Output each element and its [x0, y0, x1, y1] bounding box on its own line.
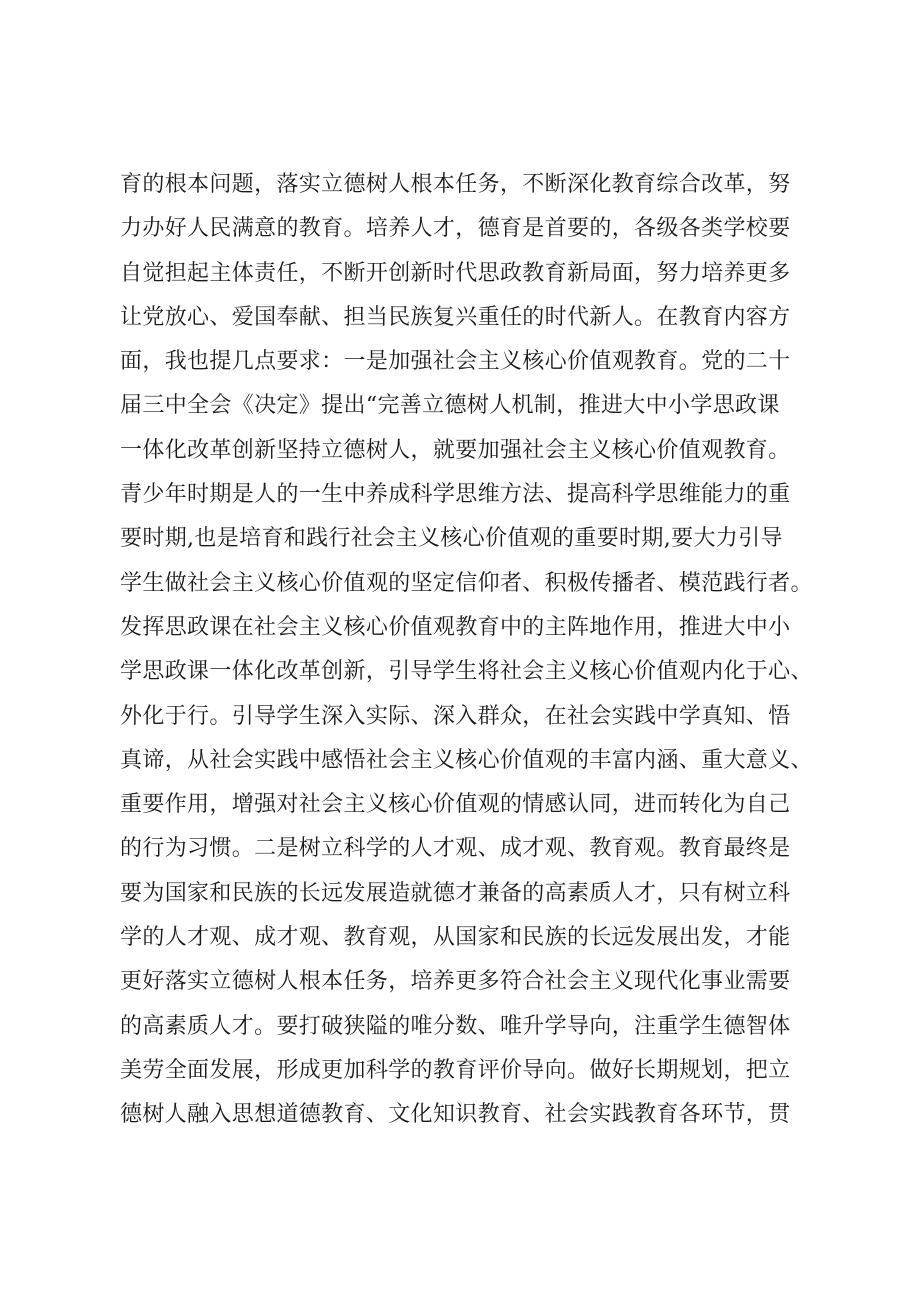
- text-line: 学思政课一体化改革创新，引导学生将社会主义核心价值观内化于心、: [120, 659, 813, 685]
- text-line: 重要作用，增强对社会主义核心价值观的情感认同，进而转化为自己: [120, 792, 791, 818]
- text-line: 一体化改革创新坚持立德树人，就要加强社会主义核心价值观教育。: [120, 437, 791, 463]
- text-line: 要时期,也是培育和践行社会主义核心价值观的重要时期,要大力引导: [120, 526, 783, 552]
- text-line: 学生做社会主义核心价值观的坚定信仰者、积极传播者、模范践行者。: [120, 570, 813, 596]
- text-line: 真谛，从社会实践中感悟社会主义核心价值观的丰富内涵、重大意义、: [120, 747, 813, 773]
- text-line: 更好落实立德树人根本任务，培养更多符合社会主义现代化事业需要: [120, 969, 791, 995]
- text-line: 的行为习惯。二是树立科学的人才观、成才观、教育观。教育最终是: [120, 836, 791, 862]
- text-line: 青少年时期是人的一生中养成科学思维方法、提高科学思维能力的重: [120, 482, 791, 508]
- text-line: 届三中全会《决定》提出“完善立德树人机制，推进大中小学思政课: [120, 393, 780, 419]
- text-line: 德树人融入思想道德教育、文化知识教育、社会实践教育各环节，贯: [120, 1102, 791, 1128]
- text-line: 发挥思政课在社会主义核心价值观教育中的主阵地作用，推进大中小: [120, 614, 791, 640]
- text-line: 自觉担起主体责任，不断开创新时代思政教育新局面，努力培养更多: [120, 260, 791, 286]
- text-line: 面，我也提几点要求：一是加强社会主义核心价值观教育。党的二十: [120, 349, 791, 375]
- body-text: [120, 163, 840, 1138]
- text-line: 力办好人民满意的教育。培养人才，德育是首要的，各级各类学校要: [120, 216, 791, 242]
- text-line: 育的根本问题，落实立德树人根本任务，不断深化教育综合改革，努: [120, 172, 791, 197]
- text-line: 让党放心、爱国奉献、担当民族复兴重任的时代新人。在教育内容方: [120, 304, 791, 330]
- text-line: 的高素质人才。要打破狭隘的唯分数、唯升学导向，注重学生德智体: [120, 1013, 791, 1039]
- text-line: 学的人才观、成才观、教育观，从国家和民族的长远发展出发，才能: [120, 925, 791, 951]
- text-line: 美劳全面发展，形成更加科学的教育评价导向。做好长期规划，把立: [120, 1057, 791, 1083]
- text-line: 外化于行。引导学生深入实际、深入群众，在社会实践中学真知、悟: [120, 703, 791, 729]
- text-line: 要为国家和民族的长远发展造就德才兼备的高素质人才，只有树立科: [120, 880, 791, 906]
